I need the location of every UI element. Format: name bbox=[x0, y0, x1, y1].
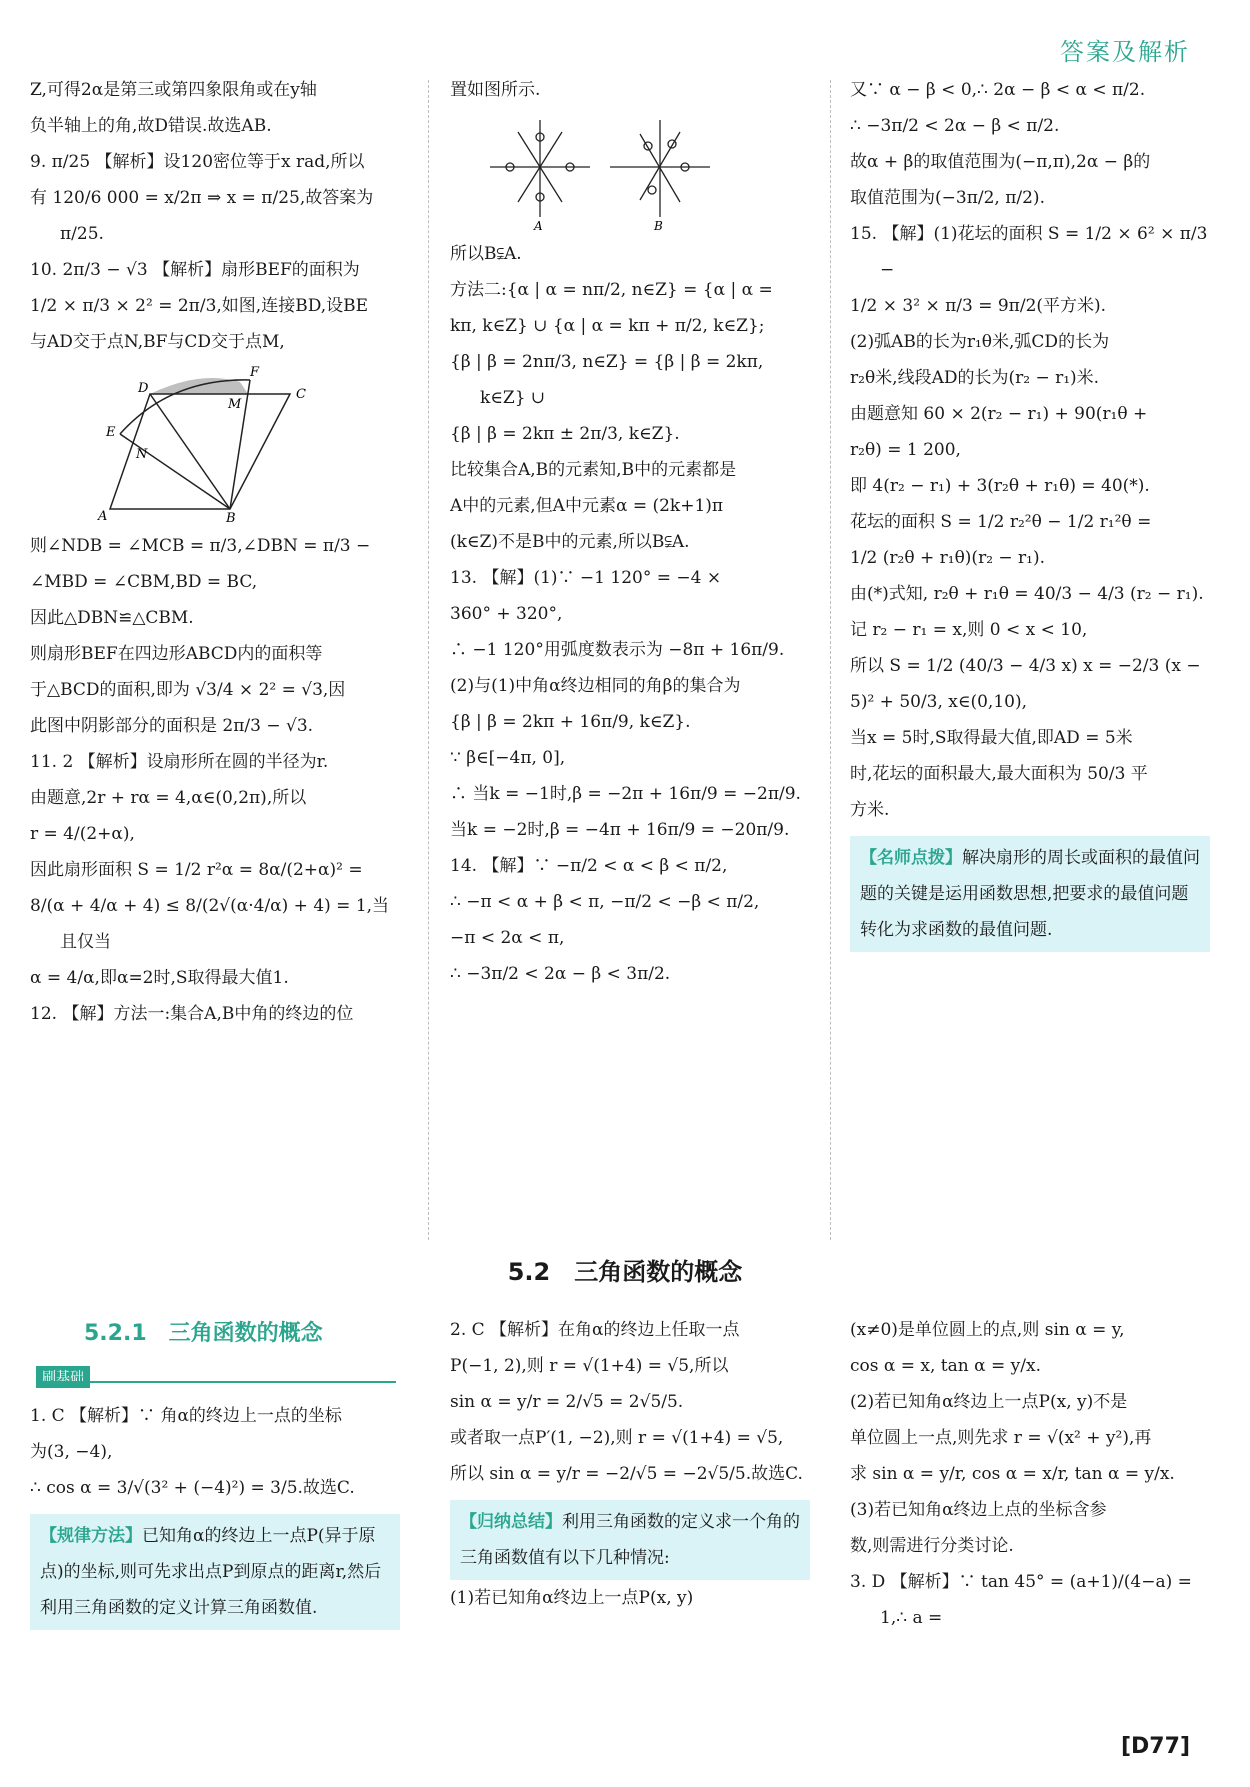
fig-label: A bbox=[98, 509, 108, 524]
text-line: (x≠0)是单位圆上的点,则 sin α = y, bbox=[850, 1320, 1125, 1340]
text-line: 1/2 (r₂θ + r₁θ)(r₂ − r₁). bbox=[850, 548, 1046, 568]
text-line: 由(*)式知, r₂θ + r₁θ = 40/3 − 4/3 (r₂ − r₁). bbox=[850, 584, 1204, 604]
text-line: 因此扇形面积 S = 1/2 r²α = 8α/(2+α)² = bbox=[30, 860, 363, 880]
col4-text bbox=[30, 1398, 400, 1506]
subsection-title: 5.2.1 三角函数的概念 bbox=[84, 1321, 323, 1346]
text-line: 9. π/25 【解析】设120密位等于x rad,所以 bbox=[30, 152, 365, 172]
fig-label: M bbox=[228, 397, 242, 412]
text-line: (3)若已知角α终边上点的坐标含参 bbox=[850, 1500, 1107, 1520]
text-line: ∠MBD = ∠CBM,BD = BC, bbox=[30, 572, 258, 592]
text-line: cos α = x, tan α = y/x. bbox=[850, 1356, 1041, 1376]
method-tip-box bbox=[30, 1514, 400, 1630]
text-line: 所以 sin α = y/r = −2/√5 = −2√5/5.故选C. bbox=[450, 1464, 803, 1484]
text-line: 数,则需进行分类讨论. bbox=[850, 1536, 1014, 1556]
text-line: 与AD交于点N,BF与CD交于点M, bbox=[30, 332, 285, 352]
col1-text-top bbox=[30, 72, 400, 360]
text-line: {β | β = 2nπ/3, n∈Z} = {β | β = 2kπ, k∈Z} ∪ bbox=[450, 352, 764, 408]
text-line: 单位圆上一点,则先求 r = √(x² + y²),再 bbox=[850, 1428, 1152, 1448]
text-line: (2)与(1)中角α终边相同的角β的集合为 bbox=[450, 676, 741, 696]
text-line: kπ, k∈Z} ∪ {α | α = kπ + π/2, k∈Z}; bbox=[450, 316, 765, 336]
col3-text bbox=[850, 72, 1210, 828]
text-line: sin α = y/r = 2/√5 = 2√5/5. bbox=[450, 1392, 684, 1412]
column-5 bbox=[450, 1312, 810, 1616]
fig-label: C bbox=[296, 387, 306, 402]
text-line: 10. 2π/3 − √3 【解析】扇形BEF的面积为 bbox=[30, 260, 360, 280]
page-number: [D77] bbox=[1120, 1734, 1190, 1759]
page-header-title: 答案及解析 bbox=[1060, 38, 1190, 66]
text-line: 360° + 320°, bbox=[450, 604, 563, 624]
column-1 bbox=[30, 72, 400, 1032]
text-line: 由题意知 60 × 2(r₂ − r₁) + 90(r₁θ + bbox=[850, 404, 1148, 424]
text-line: 故α + β的取值范围为(−π,π),2α − β的 bbox=[850, 152, 1151, 172]
text-line: 或者取一点P′(1, −2),则 r = √(1+4) = √5, bbox=[450, 1428, 784, 1448]
text-line: 11. 2 【解析】设扇形所在圆的半径为r. bbox=[30, 752, 329, 772]
text-line: ∴ −1 120°用弧度数表示为 −8π + 16π/9. bbox=[450, 640, 785, 660]
text-line: −π < 2α < π, bbox=[450, 928, 565, 948]
section-title: 5.2 三角函数的概念 bbox=[507, 1258, 743, 1286]
column-2 bbox=[450, 72, 810, 992]
text-line: 有 120/6 000 = x/2π ⇒ x = π/25,故答案为 π/25. bbox=[30, 188, 374, 244]
text-line: ∴ −3π/2 < 2α − β < π/2. bbox=[850, 116, 1060, 136]
text-line: 8/(α + 4/α + 4) ≤ 8/(2√(α·4/α) + 4) = 1,当且仅当 bbox=[30, 896, 390, 952]
summary-tip-box bbox=[450, 1500, 810, 1580]
text-line: 负半轴上的角,故D错误.故选AB. bbox=[30, 116, 272, 136]
fig-label: A bbox=[534, 219, 543, 232]
text-line: r₂θ米,线段AD的长为(r₂ − r₁)米. bbox=[850, 368, 1100, 388]
text-line: 2. C 【解析】在角α的终边上任取一点 bbox=[450, 1320, 740, 1340]
text-line: 则∠NDB = ∠MCB = π/3,∠DBN = π/3 − bbox=[30, 536, 371, 556]
column-6 bbox=[850, 1312, 1210, 1636]
text-line: P(−1, 2),则 r = √(1+4) = √5,所以 bbox=[450, 1356, 729, 1376]
text-line: 所以B⫋A. bbox=[450, 244, 522, 264]
text-line: A中的元素,但A中元素α = (2k+1)π bbox=[450, 496, 724, 516]
column-divider bbox=[830, 80, 831, 1240]
text-line: 于△BCD的面积,即为 √3/4 × 2² = √3,因 bbox=[30, 680, 346, 700]
text-line: α = 4/α,即α=2时,S取得最大值1. bbox=[30, 968, 289, 988]
tip-title: 【规律方法】 bbox=[40, 1526, 142, 1546]
fig-label: E bbox=[106, 425, 116, 440]
text-line: ∴ −π < α + β < π, −π/2 < −β < π/2, bbox=[450, 892, 760, 912]
text-line: ∴ 当k = −1时,β = −2π + 16π/9 = −2π/9. bbox=[450, 784, 801, 804]
text-line: 当k = −2时,β = −4π + 16π/9 = −20π/9. bbox=[450, 820, 790, 840]
text-line: 取值范围为(−3π/2, π/2). bbox=[850, 188, 1045, 208]
text-line: 即 4(r₂ − r₁) + 3(r₂θ + r₁θ) = 40(*). bbox=[850, 476, 1150, 496]
col6-text bbox=[850, 1312, 1210, 1636]
text-line: r = 4/(2+α), bbox=[30, 824, 135, 844]
col2-text-bottom bbox=[450, 236, 810, 992]
text-line: (2)若已知角α终边上一点P(x, y)不是 bbox=[850, 1392, 1128, 1412]
text-line: 1/2 × π/3 × 2² = 2π/3,如图,连接BD,设BE bbox=[30, 296, 369, 316]
text-line: ∵ β∈[−4π, 0], bbox=[450, 748, 566, 768]
text-line: r₂θ) = 1 200, bbox=[850, 440, 961, 460]
fig-label: B bbox=[654, 219, 663, 232]
text-line: 15. 【解】(1)花坛的面积 S = 1/2 × 6² × π/3 − bbox=[850, 224, 1208, 280]
col2-text-top bbox=[450, 72, 810, 108]
fig-label: F bbox=[250, 365, 260, 380]
text-line: 5)² + 50/3, x∈(0,10), bbox=[850, 692, 1027, 712]
text-line: 比较集合A,B的元素知,B中的元素都是 bbox=[450, 460, 737, 480]
text-line: ∴ −3π/2 < 2α − β < 3π/2. bbox=[450, 964, 671, 984]
column-3 bbox=[850, 72, 1210, 952]
text-line: (1)若已知角α终边上一点P(x, y) bbox=[450, 1588, 694, 1608]
teacher-tip-box bbox=[850, 836, 1210, 952]
tip-text: 解决扇形的周长或面积的最值问题的关键是运用函数思想,把要求的最值问题转化为求函数的最值问题. bbox=[860, 848, 1200, 940]
fig-label: N bbox=[136, 447, 148, 462]
text-line: {β | β = 2kπ + 16π/9, k∈Z}. bbox=[450, 712, 691, 732]
text-line: ∴ cos α = 3/√(3² + (−4)²) = 3/5.故选C. bbox=[30, 1478, 355, 1498]
text-line: 时,花坛的面积最大,最大面积为 50/3 平 bbox=[850, 764, 1148, 784]
text-line: 记 r₂ − r₁ = x,则 0 < x < 10, bbox=[850, 620, 1088, 640]
text-line: 此图中阴影部分的面积是 2π/3 − √3. bbox=[30, 716, 314, 736]
sector-figure bbox=[90, 364, 350, 524]
text-line: 因此△DBN≌△CBM. bbox=[30, 608, 194, 628]
text-line: 求 sin α = y/r, cos α = x/r, tan α = y/x. bbox=[850, 1464, 1175, 1484]
col1-text-bottom bbox=[30, 528, 400, 1032]
tip-text: 已知角α的终边上一点P(异于原点)的坐标,则可先求出点P到原点的距离r,然后利用三角函数的定义计算三角函数值. bbox=[40, 1526, 382, 1618]
text-line: Z,可得2α是第三或第四象限角或在y轴 bbox=[30, 80, 317, 100]
badge-underline bbox=[36, 1381, 396, 1383]
text-line: (2)弧AB的长为r₁θ米,弧CD的长为 bbox=[850, 332, 1110, 352]
column-4 bbox=[30, 1398, 400, 1630]
text-line: 为(3, −4), bbox=[30, 1442, 113, 1462]
terminal-sides-figure bbox=[490, 112, 790, 232]
basic-practice-badge: 刷基础 bbox=[36, 1366, 90, 1388]
text-line: 当x = 5时,S取得最大值,即AD = 5米 bbox=[850, 728, 1133, 748]
text-line: 3. D 【解析】∵ tan 45° = (a+1)/(4−a) = 1,∴ a = bbox=[850, 1572, 1192, 1628]
text-line: 1. C 【解析】∵ 角α的终边上一点的坐标 bbox=[30, 1406, 342, 1426]
fig-label: B bbox=[226, 511, 236, 524]
text-line: 置如图所示. bbox=[450, 80, 541, 100]
text-line: 方米. bbox=[850, 800, 890, 820]
col5-text bbox=[450, 1312, 810, 1492]
text-line: 花坛的面积 S = 1/2 r₂²θ − 1/2 r₁²θ = bbox=[850, 512, 1152, 532]
text-line: 12. 【解】方法一:集合A,B中角的终边的位 bbox=[30, 1004, 354, 1024]
text-line: 所以 S = 1/2 (40/3 − 4/3 x) x = −2/3 (x − bbox=[850, 656, 1201, 676]
text-line: 1/2 × 3² × π/3 = 9π/2(平方米). bbox=[850, 296, 1107, 316]
text-line: 14. 【解】∵ −π/2 < α < β < π/2, bbox=[450, 856, 728, 876]
fig-label: D bbox=[138, 381, 149, 396]
text-line: 13. 【解】(1)∵ −1 120° = −4 × bbox=[450, 568, 722, 588]
text-line: 又∵ α − β < 0,∴ 2α − β < α < π/2. bbox=[850, 80, 1146, 100]
text-line: (k∈Z)不是B中的元素,所以B⫋A. bbox=[450, 532, 690, 552]
text-line: 方法二:{α | α = nπ/2, n∈Z} = {α | α = bbox=[450, 280, 773, 300]
text-line: 则扇形BEF在四边形ABCD内的面积等 bbox=[30, 644, 323, 664]
column-divider bbox=[428, 80, 429, 1240]
text-line: 由题意,2r + rα = 4,α∈(0,2π),所以 bbox=[30, 788, 307, 808]
tip-title: 【名师点拨】 bbox=[860, 848, 962, 868]
tip-text: 利用三角函数的定义求一个角的三角函数值有以下几种情况: bbox=[460, 1512, 800, 1568]
tip-title: 【归纳总结】 bbox=[460, 1512, 562, 1532]
text-line: {β | β = 2kπ ± 2π/3, k∈Z}. bbox=[450, 424, 680, 444]
